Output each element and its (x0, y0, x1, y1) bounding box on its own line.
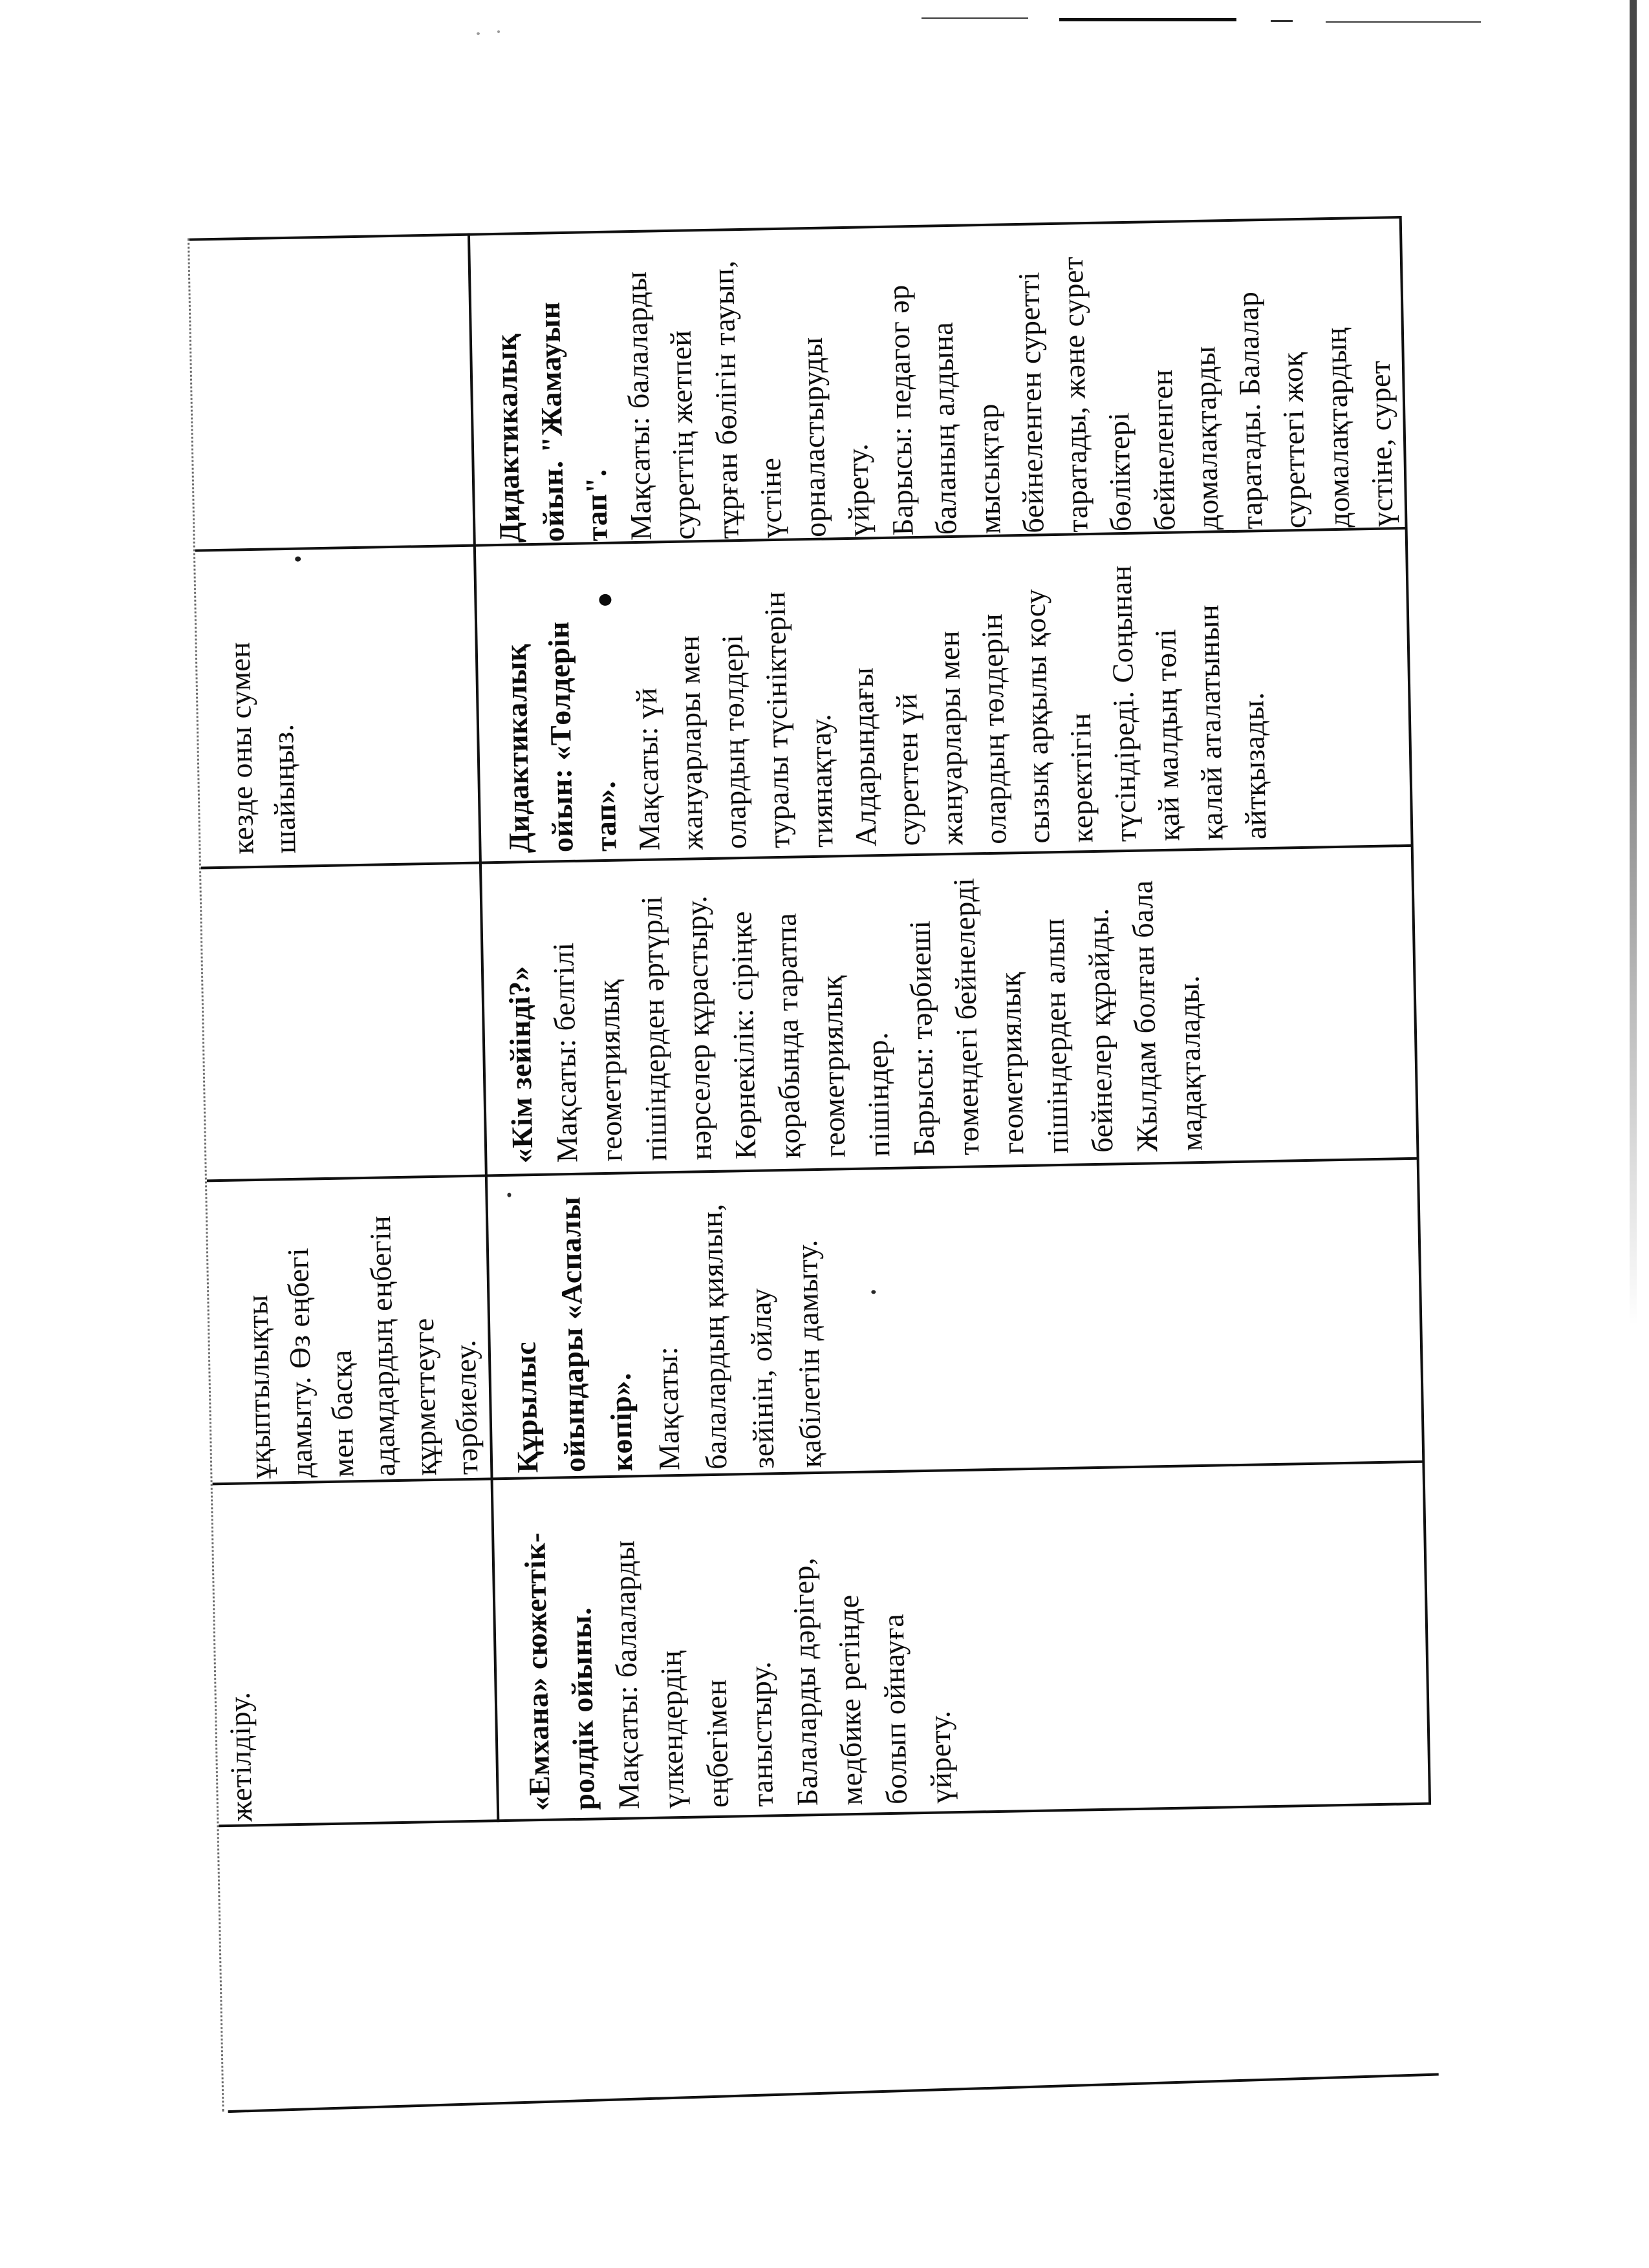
text-line: туралы түсініктерін (758, 591, 796, 849)
text-line: Жылдам болған бала (1125, 879, 1164, 1153)
text-line: тәрбиелеу. (448, 1339, 484, 1475)
text-line: Мақсаты: балаларды (607, 1539, 646, 1810)
scan-scratch-line (1326, 21, 1481, 23)
text-line: бөліктері (1102, 411, 1137, 532)
text-line: геометриялық (592, 979, 629, 1162)
text-line: үстіне (753, 457, 788, 539)
text-line: олардың төлдерін (975, 613, 1013, 845)
text-line: қай малдың төлі (1148, 628, 1186, 842)
text-line: «Емхана» сюжеттік- (518, 1532, 557, 1812)
text-line: пішіндер. (860, 1031, 896, 1157)
text-line: тап». (588, 780, 623, 852)
text-line: сызық арқылы қосу (1018, 588, 1056, 844)
text-line: құрметтеуге (406, 1317, 443, 1476)
table-border-line-6 (219, 1803, 1430, 1828)
text-line: мысықтар (971, 403, 1007, 535)
text-line: таратады. Балалар (1231, 291, 1269, 530)
text-line: олардың төлдері (715, 634, 753, 850)
ink-speck (871, 1290, 876, 1294)
text-line: қорабында таратпа (769, 912, 807, 1159)
text-line: пішіндерден әртүрлі (634, 895, 673, 1162)
scan-scratch-line (921, 17, 1028, 19)
text-line: түсіндіреді. Соңынан (1104, 564, 1143, 842)
ink-speck (507, 1193, 511, 1197)
text-line: суреттен үй (890, 692, 926, 846)
text-line: керектігін (1063, 712, 1099, 843)
text-line: болып ойнауға (876, 1613, 913, 1805)
text-line: жануарлары мен (932, 630, 969, 846)
table-dotted-edge (188, 239, 224, 2112)
text-line: баланың алдына (925, 321, 963, 535)
text-line: Дидактикалық (499, 643, 536, 853)
text-line: тиянақтау. (803, 713, 839, 848)
text-line: орналастыруды (795, 336, 832, 538)
text-line: мен басқа (324, 1349, 360, 1478)
text-line: тұрған бөлігін тауып, (706, 260, 745, 539)
text-line: ролдік ойыны. (564, 1607, 601, 1811)
text-line: кезде оны сумен (222, 641, 260, 855)
cell-didactic-game-tolderin-tap (492, 539, 1277, 853)
text-line: бейнеленген (1145, 369, 1181, 531)
text-line: жануарлары мен (672, 635, 709, 850)
text-line: Алдарындағы (846, 667, 883, 847)
cell-construction-game-aspaly-kopir (499, 1196, 835, 1473)
text-line: ұқыптылықты (241, 1294, 277, 1479)
cell-game-kim-zeyindi (495, 860, 1214, 1164)
table-outer-border (1399, 216, 1431, 1805)
text-line: Дидактикалық (489, 333, 526, 544)
text-line: Құрылыс (508, 1341, 544, 1473)
text-line: төмендегі бейнелерді (947, 877, 986, 1156)
text-line: қабілетін дамыту. (790, 1239, 828, 1468)
text-line: Мақсаты: (650, 1346, 686, 1471)
scan-scratch-line (1271, 20, 1293, 22)
text-line: бейнеленген суретті (1012, 271, 1050, 534)
text-line: көпір». (603, 1372, 639, 1472)
text-line: еңбегімен (699, 1678, 735, 1808)
scan-edge-streak (1630, 0, 1637, 1325)
table-border-line-4 (207, 1157, 1418, 1182)
text-line: таратады, және сурет (1055, 256, 1094, 533)
text-line: таныстыру. (743, 1660, 779, 1808)
text-line: Мақсаты: үй (629, 687, 666, 851)
text-line: нәрселер құрастыру. (679, 895, 718, 1161)
cell-continuation-zhetildiru (217, 1660, 265, 1822)
text-line: дамыту. Өз еңбегі (281, 1247, 319, 1479)
text-line: геометриялық (993, 971, 1030, 1155)
cell-role-play-game-emkhana (512, 1496, 964, 1812)
text-line: домалақтардың (1319, 326, 1356, 528)
text-line: жетілдіру. (222, 1691, 259, 1823)
text-line: пішіндерден алып (1037, 918, 1075, 1154)
text-line: ойындары «Аспалы (553, 1196, 592, 1473)
text-line: Барысы: тәрбиеші (903, 920, 941, 1157)
scan-speck (497, 30, 500, 33)
text-line: қалай аталатынын (1191, 604, 1229, 841)
text-line: Мақсаты: балаларды (619, 271, 658, 541)
cell-didactic-game-zhamauyn-tap (484, 256, 1405, 544)
text-line: үйрету. (841, 443, 876, 537)
text-line: мадақталады. (1172, 974, 1209, 1151)
text-line: үйрету. (923, 1710, 958, 1804)
table-border-line-1 (189, 216, 1401, 241)
text-line: Балаларды дәрігер, (786, 1557, 824, 1806)
text-line: шайыңыз. (266, 723, 302, 854)
text-line: «Кім зейінді?» (502, 965, 539, 1164)
cell-continuation-uqyptylyq (235, 1216, 488, 1479)
text-line: домалақтарды (1188, 345, 1225, 531)
text-line: медбике ретінде (831, 1594, 868, 1806)
text-line: тап". (579, 469, 614, 542)
text-line: бейнелер құрайды. (1081, 907, 1119, 1153)
text-line: айтқызады. (1236, 692, 1273, 840)
ink-speck (295, 557, 301, 562)
text-line: Көрнекілік: сіріңке (724, 910, 762, 1160)
text-line: ойын. "Жамауын (532, 301, 570, 542)
table-border-line-3 (201, 844, 1412, 870)
text-line: геометриялық (815, 975, 852, 1158)
scan-speck (477, 32, 480, 35)
text-line: Мақсаты: белгілі (546, 941, 584, 1163)
text-line: балалардың қиялын, (695, 1203, 733, 1470)
text-line: ойын: «Төлдерін (542, 621, 579, 853)
cell-continuation-kezde (218, 627, 306, 855)
scan-scratch-line (1059, 18, 1236, 21)
text-line: зейінін, ойлау (744, 1287, 781, 1470)
text-line: суреттің жетпей (663, 330, 701, 540)
text-line: Барысы: педагог әр (881, 284, 920, 536)
text-line: үстіне, сурет (1363, 360, 1399, 528)
text-line: суреттегі жоқ (1275, 352, 1312, 529)
text-line: адамдардың еңбегін (363, 1215, 402, 1477)
table-border-line-7 (228, 2073, 1439, 2113)
text-line: үлкендердің (654, 1650, 691, 1809)
